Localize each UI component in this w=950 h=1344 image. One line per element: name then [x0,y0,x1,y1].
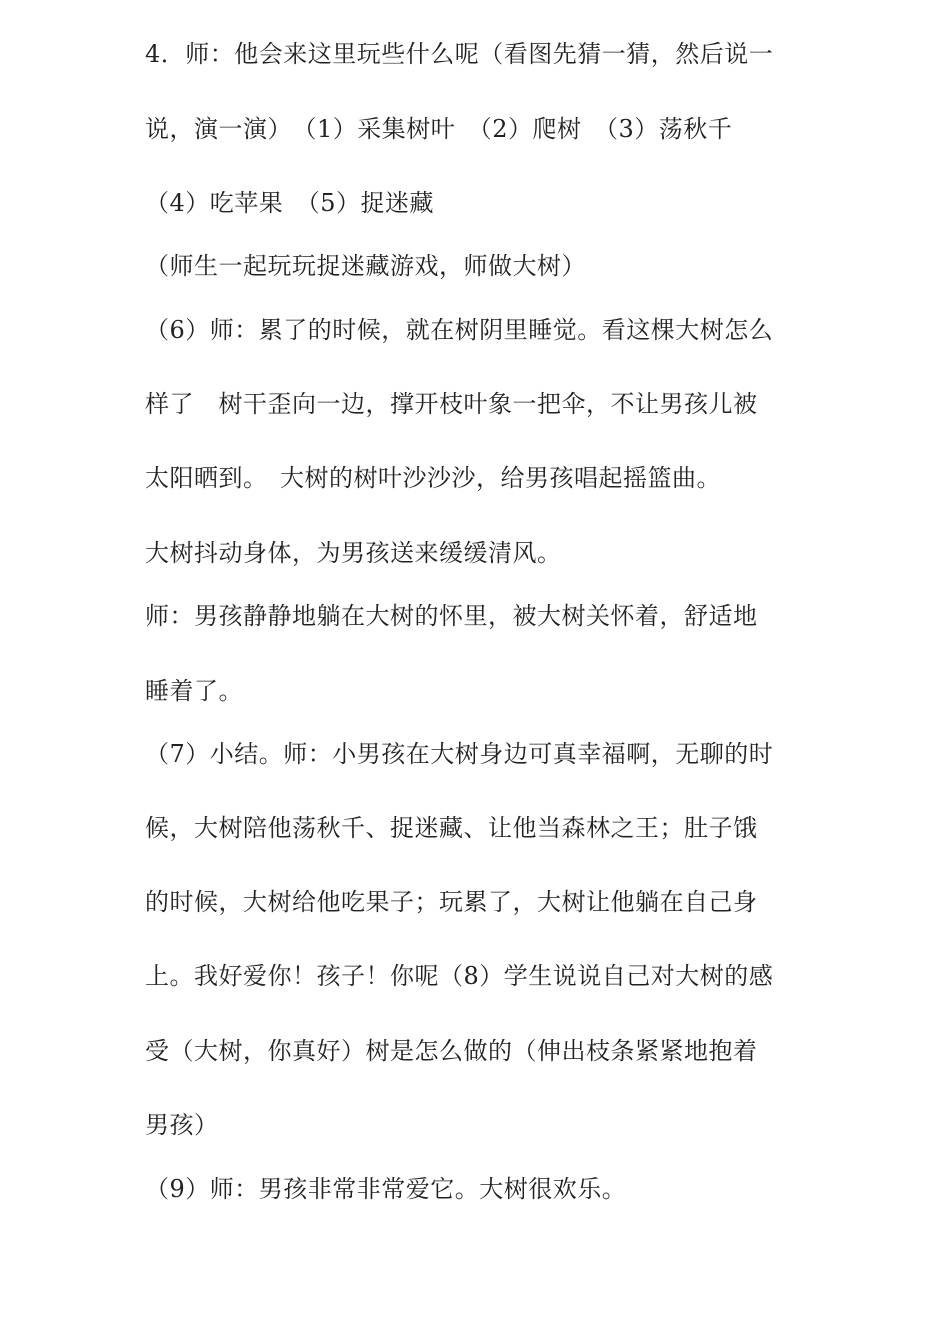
text-line-4: （师生一起玩玩捉迷藏游戏，师做大树） [145,252,586,280]
text-line-2: 说，演一演） （1）采集树叶 （2）爬树 （3）荡秋千 [145,115,733,143]
text-line-5: （6）师：累了的时候，就在树阴里睡觉。看这棵大树怎么 [145,316,774,344]
text-line-9: 师：男孩静静地躺在大树的怀里，被大树关怀着，舒适地 [145,602,758,630]
text-line-11: （7）小结。师：小男孩在大树身边可真幸福啊，无聊的时 [145,740,774,768]
text-line-13: 的时候，大树给他吃果子；玩累了，大树让他躺在自己身 [145,888,758,916]
text-line-3: （4）吃苹果 （5）捉迷藏 [145,189,435,217]
text-line-7: 太阳晒到。 大树的树叶沙沙沙，给男孩唱起摇篮曲。 [145,464,721,492]
text-line-1: 4．师：他会来这里玩些什么呢（看图先猜一猜，然后说一 [145,40,774,68]
text-line-6: 样了 树干歪向一边，撑开枝叶象一把伞，不让男孩儿被 [145,390,758,418]
text-line-14: 上。我好爱你！孩子！你呢（8）学生说说自己对大树的感 [145,962,774,990]
text-line-16: 男孩） [145,1111,219,1139]
text-line-17: （9）师：男孩非常非常爱它。大树很欢乐。 [145,1175,627,1203]
text-line-15: 受（大树，你真好）树是怎么做的（伸出枝条紧紧地抱着 [145,1037,758,1065]
text-line-8: 大树抖动身体，为男孩送来缓缓清风。 [145,539,562,567]
text-line-10: 睡着了。 [145,677,243,705]
text-line-12: 候，大树陪他荡秋千、捉迷藏、让他当森林之王；肚子饿 [145,814,758,842]
